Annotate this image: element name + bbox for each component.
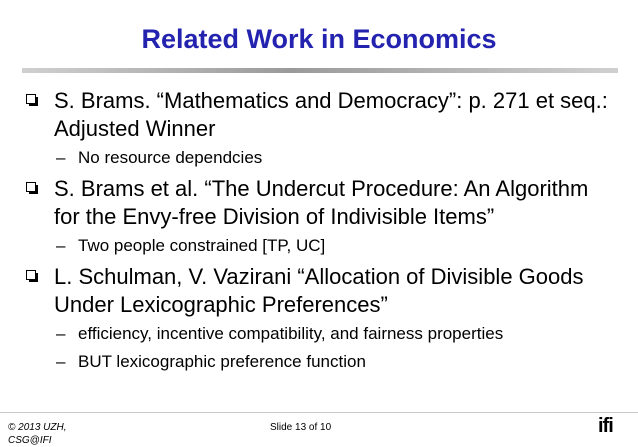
- sub-bullet-text: Two people constrained [TP, UC]: [78, 236, 326, 255]
- bullet-text: S. Brams. “Mathematics and Democracy”: p. 271 et seq.: Adjusted Winner: [54, 88, 608, 141]
- bullet-text: L. Schulman, V. Vazirani “Allocation of Divisible Goods Under Lexicographic Preferences”: [54, 264, 584, 317]
- dash-icon: –: [56, 352, 66, 371]
- square-bullet-icon: [26, 94, 37, 105]
- sub-bullet-text: BUT lexicographic preference function: [78, 352, 366, 371]
- dash-icon: –: [56, 148, 66, 167]
- footer-slide-number: Slide 13 of 10: [270, 422, 332, 433]
- footer-divider: [0, 412, 638, 413]
- bullet-text: S. Brams et al. “The Undercut Procedure: An Algorithm for the Envy-free Division of Indivisible Items”: [54, 176, 589, 229]
- bullet-item-3: [26, 263, 616, 319]
- bullet-item-2: [26, 175, 616, 231]
- dash-icon: –: [56, 324, 66, 343]
- slide-title: Related Work in Economics: [141, 24, 497, 54]
- sub-bullet-3-2: [56, 351, 616, 373]
- sub-bullet-text: No resource dependcies: [78, 148, 263, 167]
- sub-bullet-2-1: [56, 235, 616, 257]
- dash-icon: –: [56, 236, 66, 255]
- ifi-logo: ifi: [598, 415, 613, 437]
- sub-bullet-3-1: [56, 323, 616, 345]
- bullet-item-1: [26, 87, 616, 143]
- title-divider: [22, 68, 618, 73]
- square-bullet-icon: [26, 182, 37, 193]
- sub-bullet-text: efficiency, incentive compatibility, and fairness properties: [78, 324, 504, 343]
- square-bullet-icon: [26, 270, 37, 281]
- footer-copyright: © 2013 UZH, CSG@IFI: [8, 422, 67, 446]
- sub-bullet-1-1: [56, 147, 616, 169]
